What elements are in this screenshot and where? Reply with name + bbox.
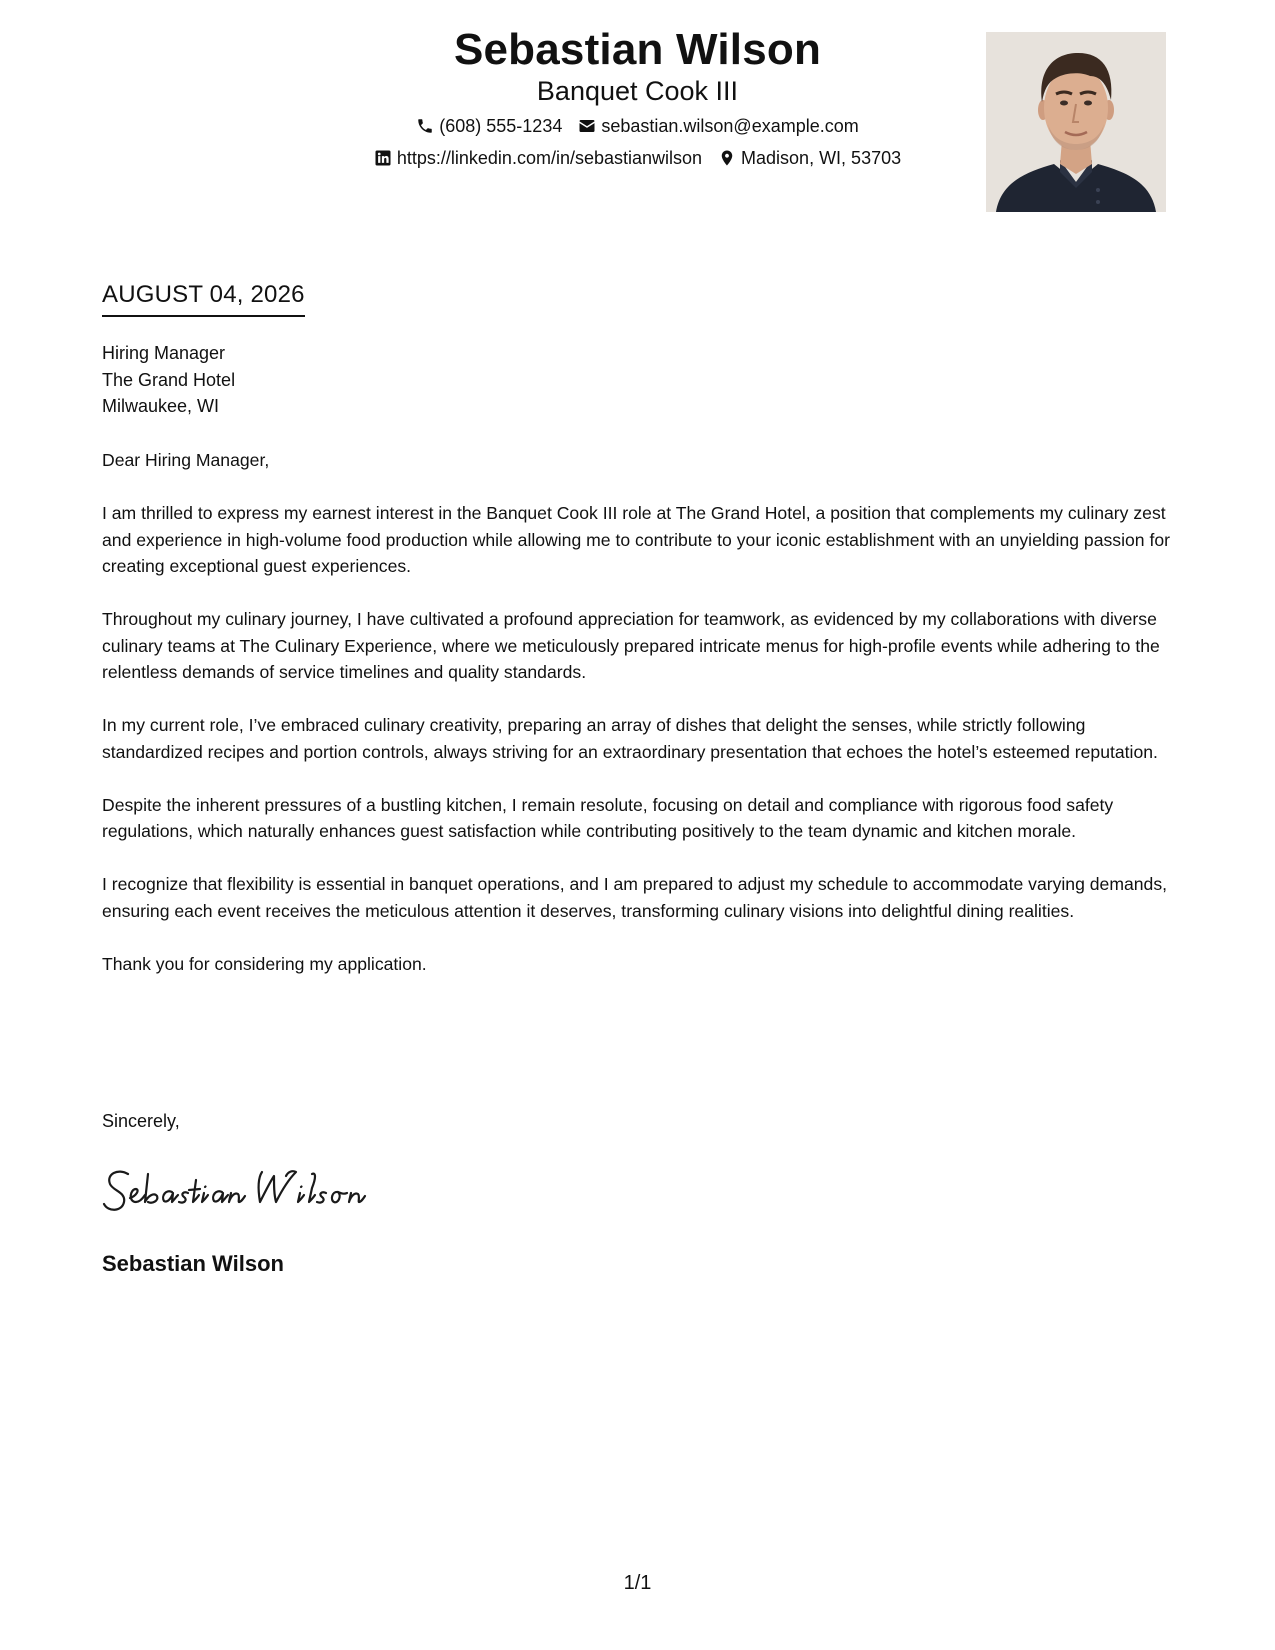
applicant-title: Banquet Cook III [536,76,739,106]
body-paragraph: In my current role, I’ve embraced culinary creativity, preparing an array of dishes that delight the senses, while strictly following standardized recipes and portion controls, always striving for an extraordinary presentation that echoes the hotel’s esteemed reputation. [102,715,1158,762]
email-address: sebastian.wilson@example.com [601,116,859,136]
phone-icon [416,117,434,135]
map-pin-icon [718,149,736,167]
letter-body [102,447,1177,1004]
location-text: Madison, WI, 53703 [741,148,902,168]
contact-email[interactable] [578,114,858,138]
recipient-location: Milwaukee, WI [102,396,220,416]
body-paragraph: I recognize that flexibility is essential in banquet operations, and I am prepared to adjust my schedule to accommodate varying demands, ensuring each event receives the meticulous attention it deserves, transforming culinary visions into delightful dining realities. [102,874,1168,921]
recipient-name: Hiring Manager [102,343,226,363]
salutation: Dear Hiring Manager, [102,450,270,470]
signed-name: Sebastian Wilson [102,1251,284,1276]
body-paragraph: I am thrilled to express my earnest interest in the Banquet Cook III role at The Grand Hotel, a position that complements my culinary zest and experience in high-volume food production while allowing me to contribute to your iconic establishment with an unyielding passion for creating exceptional guest experiences. [102,503,1170,576]
phone-number: (608) 555-1234 [439,116,563,136]
linkedin-icon [374,149,392,167]
body-paragraph: Despite the inherent pressures of a bustling kitchen, I remain resolute, focusing on detail and compliance with rigorous food safety regulations, which naturally enhances guest satisfaction while contributing positively to the team dynamic and kitchen morale. [102,794,1114,841]
applicant-photo [986,32,1166,212]
applicant-name: Sebastian Wilson [453,25,822,74]
page-number: 1/1 [623,1572,652,1594]
body-paragraph: Throughout my culinary journey, I have cultivated a profound appreciation for teamwork, as evidenced by my collaborations with diverse culinary teams at The Culinary Experience, where we meticulously prepared intricate menus for high-profile events while adhering to the relentless demands of service timelines and quality standards. [102,609,1160,682]
closing-line: Sincerely, [102,1111,180,1131]
recipient-company: The Grand Hotel [102,369,236,390]
envelope-icon [578,117,596,135]
handwritten-signature [100,1160,370,1220]
linkedin-url: https://linkedin.com/in/sebastianwilson [396,148,703,168]
contact-linkedin[interactable] [374,146,702,170]
body-paragraph: Thank you for considering my application. [102,953,427,974]
contact-location [718,146,901,170]
contact-phone[interactable] [416,114,562,138]
recipient-block [102,340,235,420]
letter-date: AUGUST 04, 2026 [102,280,305,317]
